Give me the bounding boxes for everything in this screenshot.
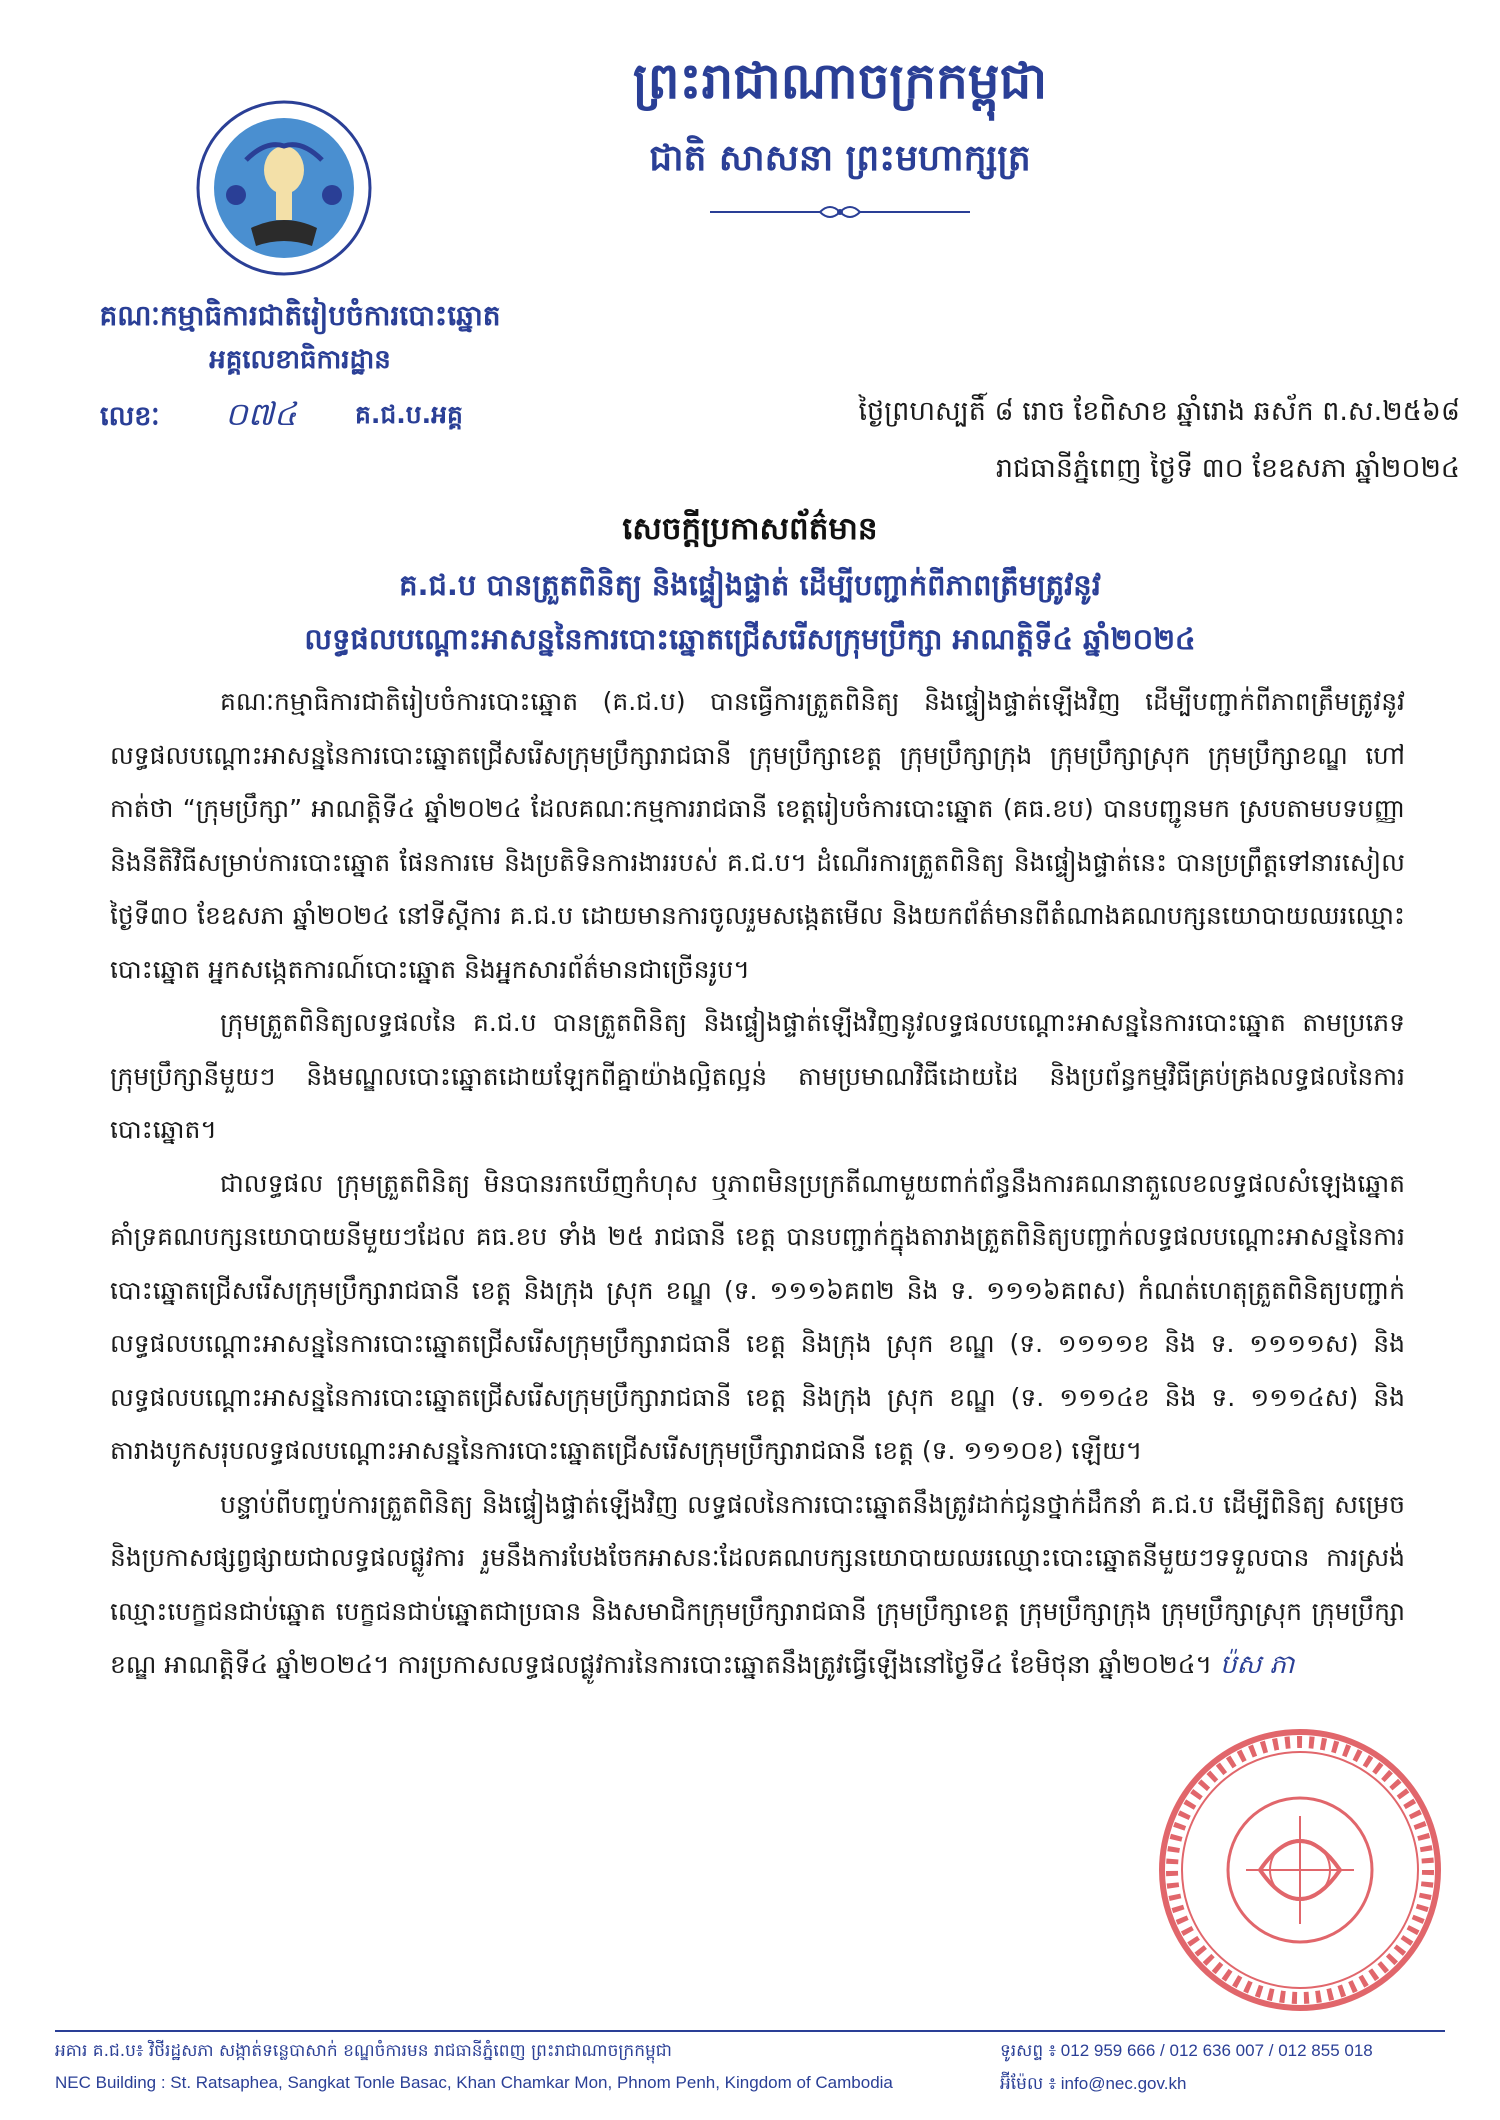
kingdom-title: ព្រះរាជាណាចក្រកម្ពុជា bbox=[632, 51, 1048, 110]
paragraph-4 bbox=[110, 1478, 1405, 1693]
reference-suffix: គ.ជ.ប.អគ្គ bbox=[355, 400, 463, 429]
official-seal-icon bbox=[1150, 1720, 1450, 2020]
reference-label: លេខៈ bbox=[100, 401, 160, 432]
national-motto: ជាតិ សាសនា ព្រះមហាក្សត្រ bbox=[649, 137, 1031, 179]
nec-logo-icon bbox=[196, 100, 372, 276]
phone-numbers: 012 959 666 / 012 636 007 / 012 855 018 bbox=[1060, 2041, 1373, 2060]
reference-number: ០៧៤ bbox=[225, 395, 297, 433]
document-title: សេចក្តីប្រកាសព័ត៌មាន bbox=[622, 511, 878, 547]
ornament-divider-icon bbox=[700, 200, 980, 224]
paragraph-4-text: បន្ទាប់ពីបញ្ចប់ការត្រួតពិនិត្យ និងផ្ទៀងផ្ទាត់ឡើងវិញ លទ្ធផលនៃការបោះឆ្នោតនឹងត្រូវដាក់ជូនថ្នាក់ដឹកនាំ គ.ជ.ប ដើម្បីពិនិត្យ សម្រេច និងប្រកាសផ្សព្វផ្សាយជាលទ្ធផលផ្លូវការ រួមនឹងការបែងចែកអាសនៈដែលគណបក្សនយោបាយឈរឈ្មោះបោះឆ្នោតនីមួយៗទទួលបាន ការស្រង់ឈ្មោះបេក្ខជនជាប់ឆ្នោត បេក្ខជនជាប់ឆ្នោតជាប្រធាន និងសមាជិកក្រុមប្រឹក្សារាជធានី ក្រុមប្រឹក្សាខេត្ត ក្រុមប្រឹក្សាក្រុង ក្រុមប្រឹក្សាស្រុក ក្រុមប្រឹក្សាខណ្ឌ អាណត្តិទី៤ ឆ្នាំ២០២៤។ ការប្រកាសលទ្ធផលផ្លូវការនៃការបោះឆ្នោតនឹងត្រូវធ្វើឡើងនៅថ្ងៃទី៤ ខែមិថុនា ឆ្នាំ២០២៤។ bbox=[110, 1489, 1405, 1679]
email-label: អ៊ីម៉ែល ៖ bbox=[1000, 2074, 1057, 2094]
subtitle-line-1: គ.ជ.ប បានត្រួតពិនិត្យ និងផ្ទៀងផ្ទាត់ ដើម្បីបញ្ជាក់ពីភាពត្រឹមត្រូវនូវ bbox=[399, 568, 1101, 602]
handwritten-initials: ប៉ស ភា bbox=[1219, 1650, 1295, 1680]
footer-divider bbox=[55, 2030, 1445, 2032]
department-name: អគ្គលេខាធិការដ្ឋាន bbox=[209, 345, 391, 375]
paragraph-2: ក្រុមត្រួតពិនិត្យលទ្ធផលនៃ គ.ជ.ប បានត្រួតពិនិត្យ និងផ្ទៀងផ្ទាត់ឡើងវិញនូវលទ្ធផលបណ្តោះអាសន្ននៃការបោះឆ្នោត តាមប្រភេទក្រុមប្រឹក្សានីមួយៗ និងមណ្ឌលបោះឆ្នោតដោយឡែកពីគ្នាយ៉ាងល្អិតល្អន់ តាមប្រមាណវិធីដោយដៃ និងប្រព័ន្ធកម្មវិធីគ្រប់គ្រងលទ្ធផលនៃការបោះឆ្នោត។ bbox=[110, 1008, 1405, 1144]
lunar-date: ថ្ងៃព្រហស្បតិ៍ ៨ រោច ខែពិសាខ ឆ្នាំរោង ឆស័ក ព.ស.២៥៦៨ bbox=[858, 396, 1460, 427]
email-address: info@nec.gov.kh bbox=[1060, 2074, 1187, 2093]
paragraph-3: ជាលទ្ធផល ក្រុមត្រួតពិនិត្យ មិនបានរកឃើញកំហុស ឬភាពមិនប្រក្រតីណាមួយពាក់ព័ន្ធនឹងការគណនាតួលេខលទ្ធផលសំឡេងឆ្នោតគាំទ្រគណបក្សនយោបាយនីមួយៗដែល គធ.ខប ទាំង ២៥ រាជធានី ខេត្ត បានបញ្ជាក់ក្នុងតារាងត្រួតពិនិត្យបញ្ជាក់លទ្ធផលបណ្តោះអាសន្ននៃការបោះឆ្នោតជ្រើសរើសក្រុមប្រឹក្សារាជធានី ខេត្ត និងក្រុង ស្រុក ខណ្ឌ (ទ. ១១១៦គព២ និង ទ. ១១១៦គពស) កំណត់ហេតុត្រួតពិនិត្យបញ្ជាក់លទ្ធផលបណ្តោះអាសន្ននៃការបោះឆ្នោតជ្រើសរើសក្រុមប្រឹក្សារាជធានី ខេត្ត និងក្រុង ស្រុក ខណ្ឌ (ទ. ១១១១ខ និង ទ. ១១១១ស) និងលទ្ធផលបណ្តោះអាសន្ននៃការបោះឆ្នោតជ្រើសរើសក្រុមប្រឹក្សារាជធានី ខេត្ត និងក្រុង ស្រុក ខណ្ឌ (ទ. ១១១៤ខ និង ទ. ១១១៤ស) និងតារាងបូកសរុបលទ្ធផលបណ្តោះអាសន្ននៃការបោះឆ្នោតជ្រើសរើសក្រុមប្រឹក្សារាជធានី ខេត្ត (ទ. ១១១០ខ) ឡើយ។ bbox=[110, 1168, 1405, 1465]
footer-address-khmer: អគារ គ.ជ.ប៖ វិថីរដ្ឋសភា សង្កាត់ទន្លេបាសាក់ ខណ្ឌចំការមន រាជធានីភ្នំពេញ ព្រះរាជាណាចក្រកម្ពុជា bbox=[55, 2041, 672, 2061]
organization-name: គណៈកម្មាធិការជាតិរៀបចំការបោះឆ្នោត bbox=[99, 299, 501, 332]
subtitle-line-2: លទ្ធផលបណ្តោះអាសន្ននៃការបោះឆ្នោតជ្រើសរើសក្រុមប្រឹក្សា អាណត្តិទី៤ ឆ្នាំ២០២៤ bbox=[304, 622, 1196, 656]
footer-address-english: NEC Building : St. Ratsaphea, Sangkat Tonle Basac, Khan Chamkar Mon, Phnom Penh, Kingdom of Cambodia bbox=[55, 2073, 893, 2092]
place-and-date: រាជធានីភ្នំពេញ ថ្ងៃទី ៣០ ខែឧសភា ឆ្នាំ២០២៤ bbox=[995, 453, 1460, 484]
phone-label: ទូរសព្ទ ៖ bbox=[1000, 2041, 1057, 2061]
footer-phone bbox=[1000, 2040, 1450, 2065]
paragraph-1: គណៈកម្មាធិការជាតិរៀបចំការបោះឆ្នោត (គ.ជ.ប) បានធ្វើការត្រួតពិនិត្យ និងផ្ទៀងផ្ទាត់ឡើងវិញ ដើម្បីបញ្ជាក់ពីភាពត្រឹមត្រូវនូវលទ្ធផលបណ្តោះអាសន្ននៃការបោះឆ្នោតជ្រើសរើសក្រុមប្រឹក្សារាជធានី ក្រុមប្រឹក្សាខេត្ត ក្រុមប្រឹក្សាក្រុង ក្រុមប្រឹក្សាស្រុក ក្រុមប្រឹក្សាខណ្ឌ ហៅកាត់ថា “ក្រុមប្រឹក្សា” អាណត្តិទី៤ ឆ្នាំ២០២៤ ដែលគណៈកម្មការរាជធានី ខេត្តរៀបចំការបោះឆ្នោត (គធ.ខប) បានបញ្ជូនមក ស្របតាមបទបញ្ញា និងនីតិវិធីសម្រាប់ការបោះឆ្នោត ផែនការមេ និងប្រតិទិនការងាររបស់ គ.ជ.ប។ ដំណើរការត្រួតពិនិត្យ និងផ្ទៀងផ្ទាត់នេះ បានប្រព្រឹត្តទៅនារសៀលថ្ងៃទី៣០ ខែឧសភា ឆ្នាំ២០២៤ នៅទីស្តីការ គ.ជ.ប ដោយមានការចូលរួមសង្កេតមើល និងយកព័ត៌មានពីតំណាងគណបក្សនយោបាយឈរឈ្មោះបោះឆ្នោត អ្នកសង្កេតការណ៍បោះឆ្នោត និងអ្នកសារព័ត៌មានជាច្រើនរូប។ bbox=[110, 687, 1405, 984]
body-text bbox=[110, 675, 1405, 1693]
footer-email bbox=[1000, 2073, 1450, 2098]
